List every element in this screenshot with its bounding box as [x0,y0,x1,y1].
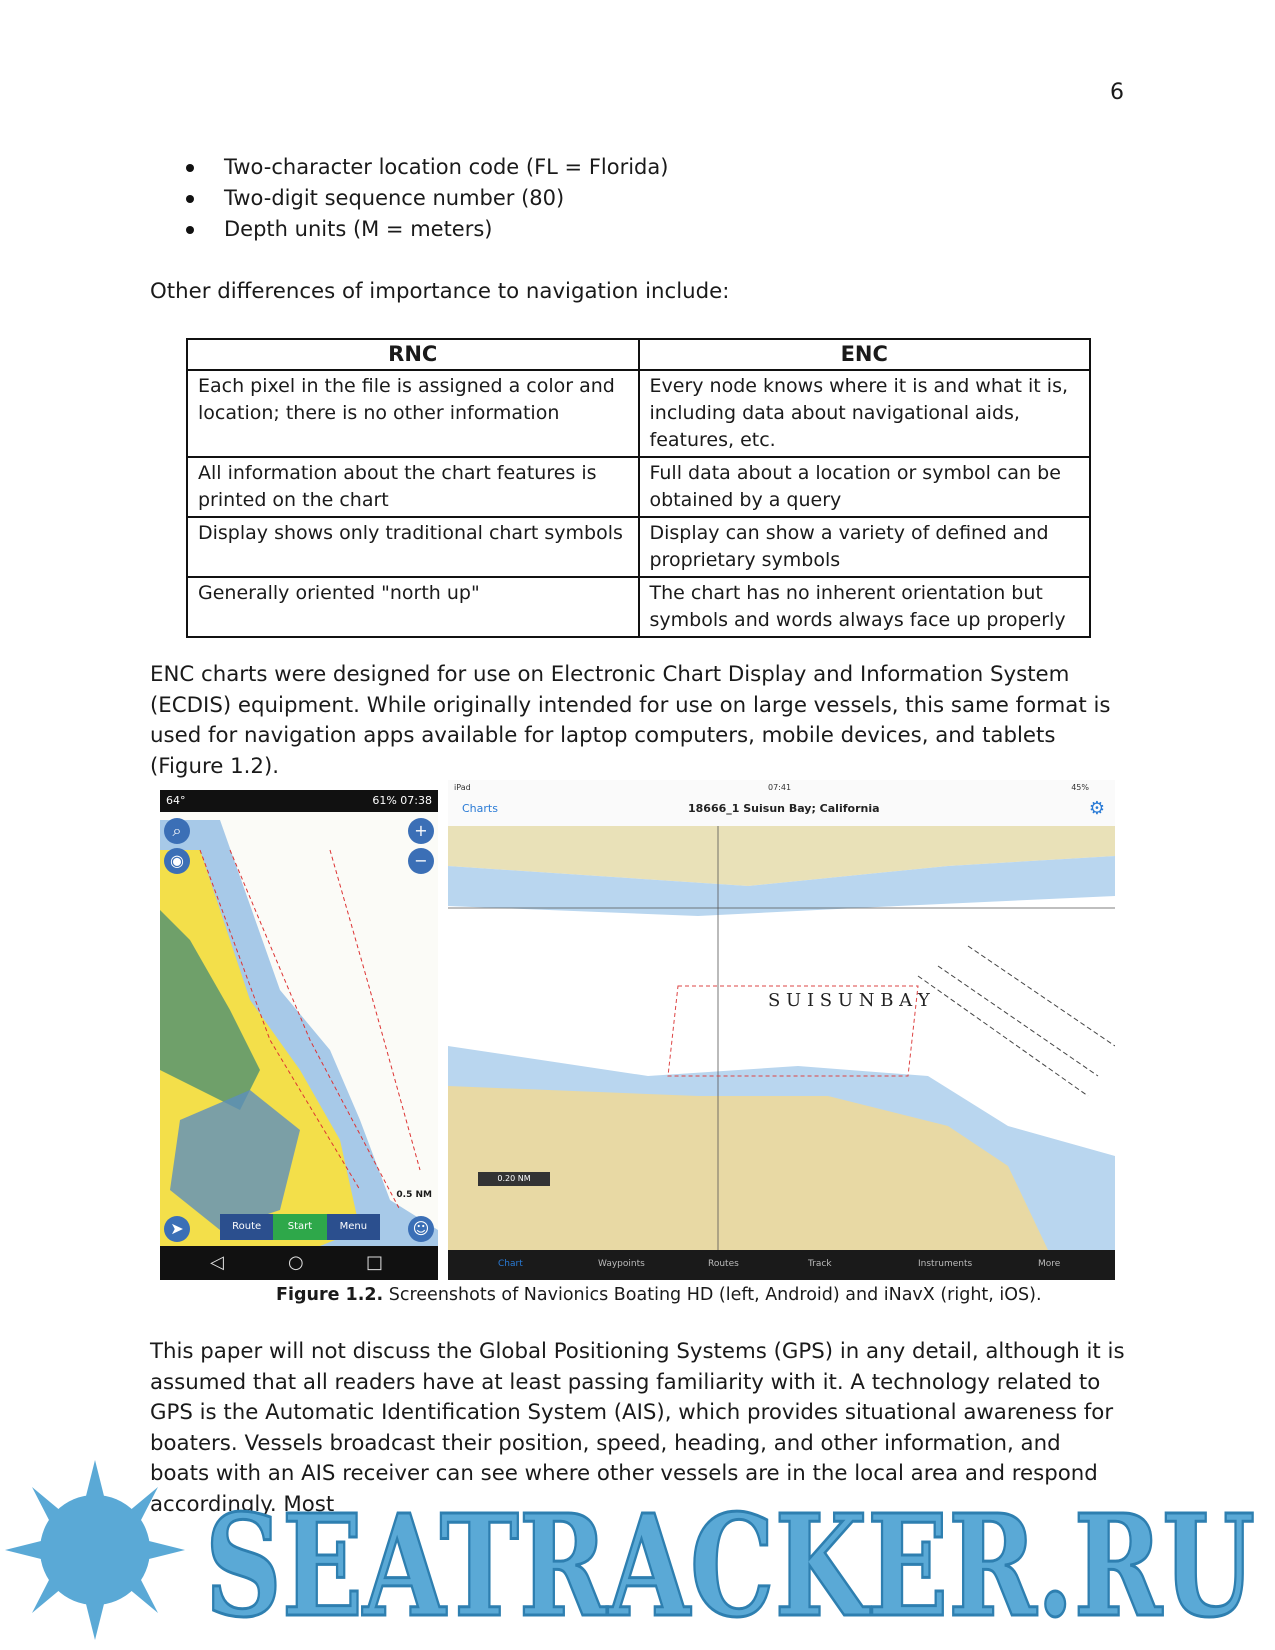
locate-icon[interactable]: ➤ [164,1216,190,1242]
route-bar [220,1214,380,1240]
table-row [187,577,1090,637]
figure-caption-text: Screenshots of Navionics Boating HD (left, Android) and iNavX (right, iOS). [383,1285,1042,1305]
enc-paragraph: ENC charts were designed for use on Electronic Chart Display and Information System (ECDIS) equipment. While originally intended for use on large vessels, this same format is used for navigation apps available for laptop computers, mobile devices, and tablets (Figure 1.2). [150,662,1111,779]
column-header-rnc: RNC [187,339,639,370]
tab-routes[interactable]: Routes [708,1259,739,1269]
device-label: iPad [454,783,471,792]
watermark-logo [0,1450,1275,1650]
nautical-chart-right [448,826,1115,1250]
watermark-text: SEATRACKER.RU [205,1485,1255,1649]
status-temperature: 64° [166,794,186,807]
android-status-bar [160,790,438,812]
table-cell: Generally oriented "north up" [187,577,639,637]
table-cell: Display shows only traditional chart symbols [187,517,639,577]
table-cell: Display can show a variety of defined and proprietary symbols [639,517,1091,577]
table-row [187,370,1090,457]
tab-waypoints[interactable]: Waypoints [598,1259,645,1269]
comparison-table [186,338,1091,638]
zoom-in-icon[interactable]: + [408,818,434,844]
status-time: 61% 07:38 [372,794,432,807]
bay-label: S U I S U N B A Y [768,990,930,1011]
scale-label: 0.20 NM [478,1172,550,1186]
bullet-list [186,152,668,245]
home-icon[interactable]: ○ [288,1252,304,1273]
table-cell: The chart has no inherent orientation but symbols and words always face up properly [639,577,1091,637]
navionics-screenshot [160,790,438,1280]
route-button[interactable]: Route [220,1214,273,1240]
start-button[interactable]: Start [273,1214,326,1240]
status-time: 07:41 [768,783,792,792]
table-header-row [187,339,1090,370]
table-row [187,517,1090,577]
list-item: Depth units (M = meters) [186,214,668,245]
column-header-enc: ENC [639,339,1091,370]
list-item: Two-character location code (FL = Florida) [186,152,668,183]
table-cell: All information about the chart features is printed on the chart [187,457,639,517]
ipad-top-bar [448,780,1115,827]
tab-instruments[interactable]: Instruments [918,1259,973,1269]
scale-label: 0.5 NM [396,1190,432,1200]
tab-track[interactable]: Track [808,1259,832,1269]
search-icon[interactable]: ⌕ [164,818,190,844]
table-row [187,457,1090,517]
tab-more[interactable]: More [1038,1259,1061,1269]
gps-ais-paragraph: This paper will not discuss the Global Positioning Systems (GPS) in any detail, although it is assumed that all readers have at least passing familiarity with it. A technology related to GPS is the Automatic Identification System (AIS), which provides situational awareness for boaters. Vessels broadcast their position, speed, heading, and other information, and boats with an AIS receiver can see where other vessels are in the local area and respond accordingly. Most [150,1339,1125,1517]
user-icon[interactable]: ☺ [408,1216,434,1242]
sun-icon [5,1460,185,1640]
zoom-out-icon[interactable]: − [408,848,434,874]
table-cell: Each pixel in the file is assigned a color and location; there is no other information [187,370,639,457]
battery-level: 45% [1071,783,1089,792]
back-icon[interactable]: ◁ [210,1252,224,1273]
table-cell: Full data about a location or symbol can be obtained by a query [639,457,1091,517]
gear-icon[interactable]: ⚙ [1088,798,1105,819]
figure-label: Figure 1.2. [276,1285,384,1305]
nautical-chart-left [160,790,438,1280]
android-nav-bar [160,1246,438,1280]
intro-paragraph: Other differences of importance to navigation include: [150,279,730,304]
recents-icon[interactable]: □ [366,1252,384,1273]
chart-title: 18666_1 Suisun Bay; California [688,802,880,815]
tab-bar [448,1250,1115,1280]
menu-button[interactable]: Menu [327,1214,380,1240]
camera-icon[interactable]: ◉ [164,848,190,874]
inavx-screenshot [448,780,1115,1280]
charts-back-link[interactable]: Charts [462,802,498,815]
figure-caption [276,1285,1042,1305]
table-cell: Every node knows where it is and what it is, including data about navigational aids, features, etc. [639,370,1091,457]
list-item: Two-digit sequence number (80) [186,183,668,214]
page-number: 6 [1110,80,1124,105]
tab-chart[interactable]: Chart [498,1259,523,1269]
